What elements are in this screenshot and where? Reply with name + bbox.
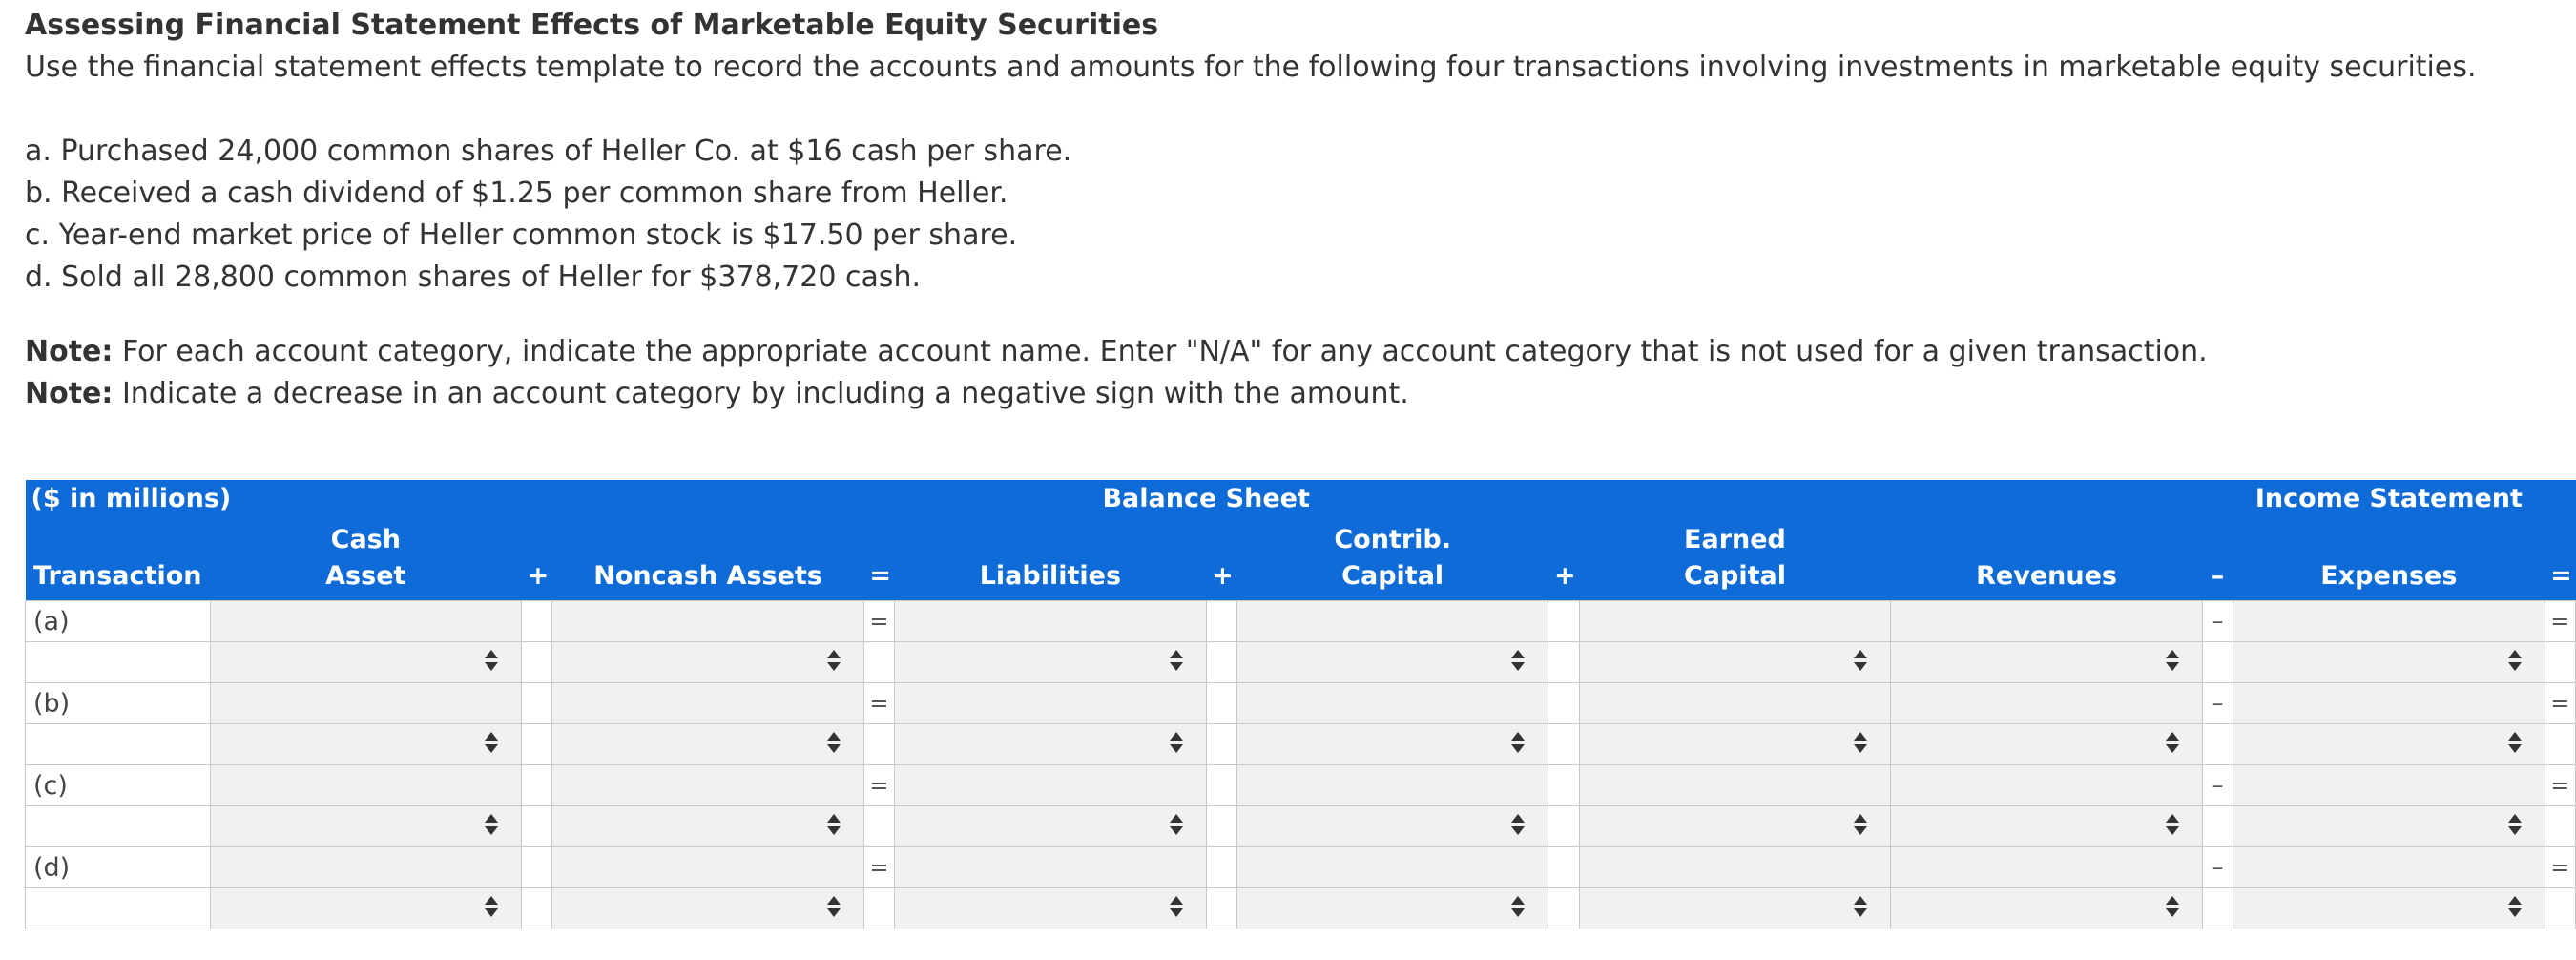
noncash-account-field[interactable] [552,847,864,888]
op-spacer [1206,642,1236,683]
col-liabilities: Liabilities [979,561,1122,591]
expenses-account-field[interactable] [2233,683,2545,724]
contrib-amount-select[interactable] [1236,642,1548,683]
op-spacer [1206,765,1236,806]
cash-amount-select[interactable] [210,642,522,683]
op-equals: = [869,561,891,591]
contrib-account-field[interactable] [1236,683,1548,724]
transaction-label: (c) [26,765,211,806]
op-spacer [1548,683,1579,724]
op-equals: = [2550,561,2572,591]
up-down-arrows-icon [1511,814,1525,837]
op-spacer [2202,888,2233,929]
op-spacer [1548,601,1579,642]
transaction-spacer [26,888,211,929]
up-down-arrows-icon [827,814,841,837]
up-down-arrows-icon [2166,650,2179,673]
op-spacer [2545,888,2575,929]
expenses-amount-select[interactable] [2233,888,2545,929]
expenses-amount-select[interactable] [2233,642,2545,683]
op-equals: = [863,847,894,888]
op-equals: = [863,683,894,724]
op-spacer [522,683,552,724]
noncash-amount-select[interactable] [552,724,864,765]
earned-account-field[interactable] [1579,765,1891,806]
expenses-account-field[interactable] [2233,765,2545,806]
transaction-d: d. Sold all 28,800 common shares of Heller for $378,720 cash. [25,261,922,294]
income-statement-label: Income Statement [2254,484,2523,513]
op-spacer [1548,765,1579,806]
cash-amount-select[interactable] [210,806,522,847]
transaction-a: a. Purchased 24,000 common shares of Heller Co. at $16 cash per share. [25,135,1072,168]
up-down-arrows-icon [2508,650,2522,673]
note-label: Note: [25,377,114,410]
op-equals: = [2545,683,2575,724]
liabilities-account-field[interactable] [895,847,1207,888]
revenues-amount-select[interactable] [1891,806,2203,847]
up-down-arrows-icon [485,650,498,673]
op-spacer [863,642,894,683]
table-row [26,601,2576,642]
fse-template [25,480,2576,929]
transaction-label: (a) [26,601,211,642]
liabilities-amount-select[interactable] [895,724,1207,765]
noncash-account-field[interactable] [552,765,864,806]
table-row [26,724,2576,765]
op-spacer [522,601,552,642]
expenses-account-field[interactable] [2233,847,2545,888]
page-title: Assessing Financial Statement Effects of Marketable Equity Securities [25,9,1159,42]
up-down-arrows-icon [2166,814,2179,837]
op-spacer [1548,806,1579,847]
noncash-amount-select[interactable] [552,806,864,847]
instructions [25,0,2563,415]
op-spacer [1206,888,1236,929]
op-plus: + [527,561,550,591]
op-plus: + [1553,561,1576,591]
up-down-arrows-icon [1854,650,1867,673]
up-down-arrows-icon [827,732,841,755]
op-spacer [1206,724,1236,765]
up-down-arrows-icon [827,650,841,673]
contrib-account-field[interactable] [1236,847,1548,888]
op-spacer [2202,724,2233,765]
earned-amount-select[interactable] [1579,724,1891,765]
liabilities-amount-select[interactable] [895,888,1207,929]
contrib-account-field[interactable] [1236,601,1548,642]
fse-table [25,480,2576,929]
op-spacer [1206,683,1236,724]
col-cash-asset: Cash Asset [325,525,406,591]
up-down-arrows-icon [2166,732,2179,755]
table-row [26,888,2576,929]
revenues-amount-select[interactable] [1891,888,2203,929]
op-minus: – [2202,601,2233,642]
op-spacer [1548,847,1579,888]
cash-amount-select[interactable] [210,888,522,929]
up-down-arrows-icon [2166,896,2179,919]
up-down-arrows-icon [485,732,498,755]
table-row [26,765,2576,806]
up-down-arrows-icon [485,896,498,919]
op-spacer [863,724,894,765]
notes [25,331,2563,415]
up-down-arrows-icon [827,896,841,919]
revenues-amount-select[interactable] [1891,642,2203,683]
table-row [26,683,2576,724]
note-text: Indicate a decrease in an account category by including a negative sign with the amount. [113,377,1409,410]
op-spacer [1206,806,1236,847]
transaction-label: (b) [26,683,211,724]
transaction-c: c. Year-end market price of Heller common stock is $17.50 per share. [25,219,1018,252]
op-spacer [1548,724,1579,765]
op-spacer [2545,642,2575,683]
col-revenues: Revenues [1976,561,2117,591]
up-down-arrows-icon [1170,732,1183,755]
op-equals: = [2545,847,2575,888]
cash-account-field[interactable] [210,683,522,724]
earned-amount-select[interactable] [1579,888,1891,929]
op-equals: = [2545,601,2575,642]
op-spacer [2202,806,2233,847]
op-spacer [1206,601,1236,642]
contrib-account-field[interactable] [1236,765,1548,806]
op-spacer [2202,642,2233,683]
up-down-arrows-icon [1170,650,1183,673]
revenues-account-field[interactable] [1891,765,2203,806]
up-down-arrows-icon [1854,732,1867,755]
op-spacer [522,642,552,683]
expenses-account-field[interactable] [2233,601,2545,642]
col-expenses: Expenses [2320,561,2458,591]
op-plus: + [1212,561,1234,591]
up-down-arrows-icon [1511,896,1525,919]
op-equals: = [2545,765,2575,806]
page-subtitle: Use the financial statement effects template to record the accounts and amounts for the following four transactions involving investments in marketable equity securities. [25,51,2477,84]
cash-account-field[interactable] [210,765,522,806]
up-down-arrows-icon [1854,896,1867,919]
up-down-arrows-icon [1511,732,1525,755]
up-down-arrows-icon [1511,650,1525,673]
table-row [26,642,2576,683]
up-down-arrows-icon [2508,896,2522,919]
transaction-spacer [26,806,211,847]
contrib-amount-select[interactable] [1236,724,1548,765]
revenues-account-field[interactable] [1891,847,2203,888]
contrib-amount-select[interactable] [1236,806,1548,847]
cash-amount-select[interactable] [210,724,522,765]
liabilities-account-field[interactable] [895,765,1207,806]
cash-account-field[interactable] [210,847,522,888]
liabilities-account-field[interactable] [895,601,1207,642]
note-2 [25,373,2563,415]
op-spacer [2545,724,2575,765]
transaction-b: b. Received a cash dividend of $1.25 per common share from Heller. [25,177,1008,210]
up-down-arrows-icon [2508,732,2522,755]
earned-account-field[interactable] [1579,847,1891,888]
up-down-arrows-icon [1170,814,1183,837]
note-text: For each account category, indicate the appropriate account name. Enter "N/A" for any account category that is not used for a given transaction. [113,335,2208,368]
noncash-account-field[interactable] [552,601,864,642]
op-equals: = [863,765,894,806]
earned-amount-select[interactable] [1579,806,1891,847]
op-spacer [1548,642,1579,683]
col-contrib-capital: Contrib. Capital [1334,525,1451,591]
expenses-amount-select[interactable] [2233,806,2545,847]
earned-amount-select[interactable] [1579,642,1891,683]
up-down-arrows-icon [1854,814,1867,837]
contrib-amount-select[interactable] [1236,888,1548,929]
liabilities-amount-select[interactable] [895,806,1207,847]
op-spacer [1548,888,1579,929]
earned-account-field[interactable] [1579,683,1891,724]
transaction-label: (d) [26,847,211,888]
col-transaction: Transaction [33,561,202,591]
op-minus: – [2202,683,2233,724]
op-spacer [522,888,552,929]
revenues-amount-select[interactable] [1891,724,2203,765]
op-spacer [522,765,552,806]
op-minus: – [2202,847,2233,888]
liabilities-account-field[interactable] [895,683,1207,724]
noncash-account-field[interactable] [552,683,864,724]
col-noncash-assets: Noncash Assets [593,561,822,591]
op-spacer [522,724,552,765]
op-spacer [522,806,552,847]
up-down-arrows-icon [485,814,498,837]
earned-account-field[interactable] [1579,601,1891,642]
op-minus: – [2211,561,2225,591]
transaction-spacer [26,724,211,765]
expenses-amount-select[interactable] [2233,724,2545,765]
revenues-account-field[interactable] [1891,601,2203,642]
op-spacer [2545,806,2575,847]
balance-sheet-label: Balance Sheet [1102,484,1310,513]
op-spacer [1206,847,1236,888]
noncash-amount-select[interactable] [552,642,864,683]
op-equals: = [863,601,894,642]
fse-body [26,601,2576,929]
op-spacer [863,806,894,847]
transaction-list [25,131,2563,299]
table-row [26,847,2576,888]
op-spacer [863,888,894,929]
note-1 [25,331,2563,373]
noncash-amount-select[interactable] [552,888,864,929]
transaction-spacer [26,642,211,683]
note-label: Note: [25,335,114,368]
col-earned-capital: Earned Capital [1683,525,1786,591]
table-row [26,806,2576,847]
up-down-arrows-icon [1170,896,1183,919]
op-spacer [522,847,552,888]
up-down-arrows-icon [2508,814,2522,837]
liabilities-amount-select[interactable] [895,642,1207,683]
cash-account-field[interactable] [210,601,522,642]
units-label: ($ in millions) [31,484,232,513]
op-minus: – [2202,765,2233,806]
revenues-account-field[interactable] [1891,683,2203,724]
